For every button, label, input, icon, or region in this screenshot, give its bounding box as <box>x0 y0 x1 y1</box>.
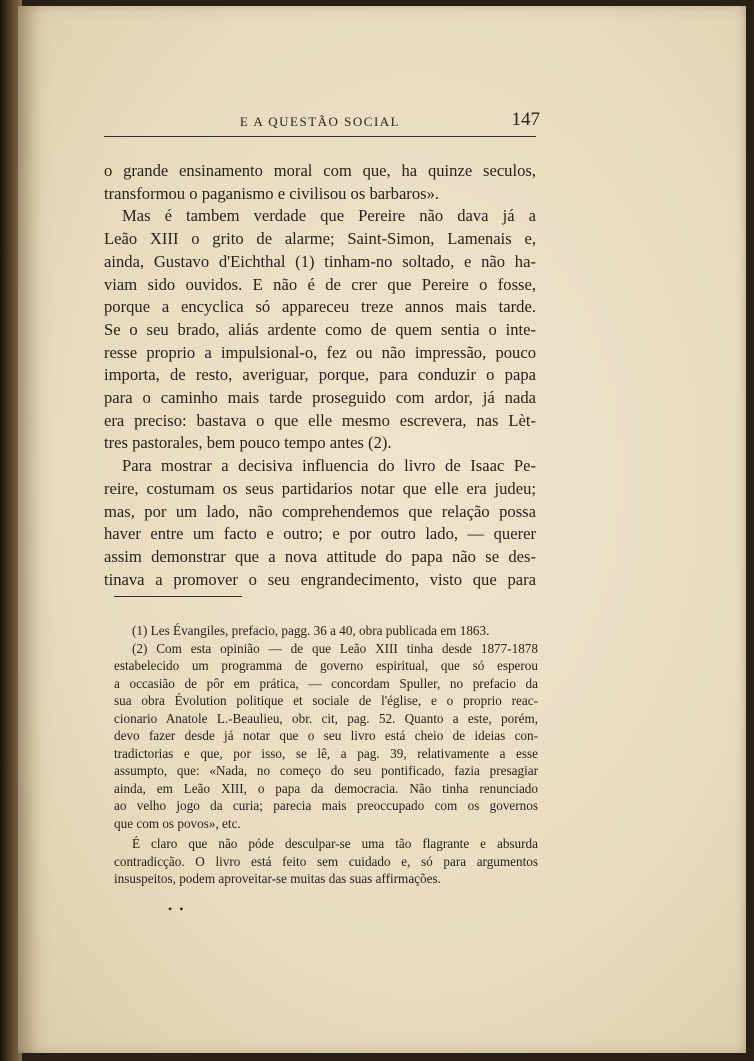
body-line: resse proprio a impulsional-o, fez ou não impressão, pouco <box>104 342 536 362</box>
body-line: para o caminho mais tarde proseguido com ardor, já nada <box>104 388 536 408</box>
body-line: porque a encyclica só appareceu treze annos mais tarde. <box>104 297 536 317</box>
body-line: o grande ensinamento moral com que, ha quinze seculos, <box>104 161 536 180</box>
footnote-line: contradicção. O livro está feito sem cuidado e, só para argumentos <box>114 853 538 869</box>
body-line: Mas é tambem verdade que Pereire não dava já a <box>122 206 536 226</box>
body-line: Para mostrar a decisiva influencia do livro de Isaac Pe- <box>122 456 536 476</box>
footnote-line: estabelecido um programma de governo espiritual, que só esperou <box>114 658 538 673</box>
footnote-line: É claro que não póde desculpar-se uma tão flagrante e absurda <box>132 836 538 851</box>
footnotes <box>114 622 538 888</box>
footnote-line: tradictorias e que, por isso, se lê, a pag. 39, relativamente a esse <box>114 745 538 761</box>
footnote-line: assumpto, que: «Nada, no começo do seu pontificado, fazia presagiar <box>114 763 538 778</box>
body-line: mas, por um lado, não comprehendemos que relação possa <box>104 501 536 521</box>
footnote-line: ainda, em Leão XIII, o papa da democracia. Não tinha renunciado <box>114 780 538 796</box>
footnote-line: que com os povos», etc. <box>114 815 241 831</box>
body-line: Leão XIII o grito de alarme; Saint-Simon, Lamenais e, <box>104 229 536 249</box>
body-line: haver entre um facto e outro; e por outro lado, — querer <box>104 524 536 544</box>
page-number: 147 <box>511 109 540 130</box>
footnote-line: cionario Anatole L.-Beaulieu, obr. cit, pag. 52. Quanto a este, porém, <box>114 710 538 726</box>
body-line: importa, de resto, averiguar, porque, para conduzir o papa <box>104 365 536 385</box>
body-line: tinava a promover o seu engrandecimento, visto que para <box>104 569 536 589</box>
body-line: reire, costumam os seus partidarios notar que elle era judeu; <box>104 478 536 498</box>
running-title: E A QUESTÃO SOCIAL <box>239 114 401 129</box>
body-line: viam sido ouvidos. E não é de crer que Pereire o fosse, <box>104 274 536 294</box>
page-header <box>104 108 540 137</box>
body-line: transformou o paganismo e civilisou os barbaros». <box>104 183 440 203</box>
footnote-line: ao velho jogo da curia; parecia mais preoccupado com os governos <box>114 798 538 813</box>
signature-mark: • • <box>168 902 186 916</box>
body-line: ainda, Gustavo d'Eichthal (1) tinham-no soltado, e não ha- <box>104 251 536 271</box>
body-line: tres pastorales, bem pouco tempo antes (2). <box>104 433 392 453</box>
footnote-line: sua obra Évolution politique et sociale de l'église, e o proprio reac- <box>114 693 538 708</box>
body-text <box>104 160 536 591</box>
footnote-line: devo fazer desde já notar que o seu livro está cheio de ideias con- <box>114 728 538 743</box>
footnote-line: insuspeitos, podem aproveitar-se muitas das suas affirmações. <box>114 871 441 886</box>
footnote-separator <box>114 596 242 597</box>
body-line: Se o seu brado, aliás ardente como de quem sentia o inte- <box>104 319 536 339</box>
footnote-line: (1) Les Évangiles, prefacio, pagg. 36 a 40, obra publicada em 1863. <box>132 623 490 638</box>
body-line: era preciso: bastava o que elle mesmo escrevera, nas Lèt- <box>104 410 536 430</box>
body-line: assim demonstrar que a nova attitude do papa não se des- <box>104 546 536 566</box>
footnote-line: (2) Com esta opinião — de que Leão XIII tinha desde 1877-1878 <box>132 640 538 656</box>
footnote-line: a occasião de pôr em prática, — concordam Spuller, no prefacio da <box>114 675 538 691</box>
